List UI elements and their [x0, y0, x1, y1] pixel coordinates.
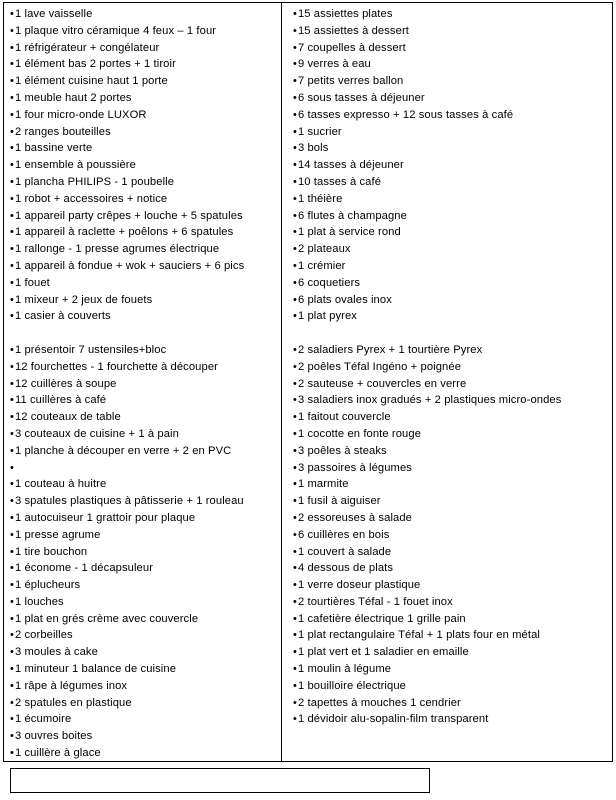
bullet-icon: •: [10, 310, 14, 323]
bullet-icon: •: [293, 276, 297, 289]
list-item-label: 1 verre doseur plastique: [297, 579, 421, 592]
list-item-label: 11 cuillères à café: [14, 394, 107, 407]
bullet-icon: •: [10, 511, 14, 524]
bullet-icon: •: [293, 495, 297, 508]
bullet-icon: •: [10, 259, 14, 272]
list-item: [293, 627, 609, 644]
bullet-icon: •: [10, 125, 14, 138]
list-item: [10, 728, 277, 745]
bullet-icon: •: [10, 377, 14, 390]
list-item: [293, 544, 609, 561]
list-item: [293, 644, 609, 661]
list-item-label: 1 fusil à aiguiser: [297, 495, 381, 508]
list-item-label: 1 tire bouchon: [14, 545, 88, 558]
bullet-icon: •: [10, 394, 14, 407]
bullet-icon: •: [293, 478, 297, 491]
list-item: [293, 560, 609, 577]
list-item: [10, 527, 277, 544]
list-item-label: 1 élément bas 2 portes + 1 tiroir: [14, 58, 176, 71]
list-item-label: 2 tapettes à mouches 1 cendrier: [297, 696, 461, 709]
bullet-icon: •: [10, 108, 14, 121]
list-item-label: 1 presse agrume: [14, 528, 101, 541]
list-item-label: 1 appareil à fondue + wok + sauciers + 6 pics: [14, 259, 245, 272]
bullet-icon: •: [10, 646, 14, 659]
list-item: [10, 56, 277, 73]
list-item-label: 1 mixeur + 2 jeux de fouets: [14, 293, 153, 306]
bullet-icon: •: [293, 461, 297, 474]
bullet-icon: •: [293, 562, 297, 575]
list-item-label: 1 robot + accessoires + notice: [14, 192, 168, 205]
list-item: [293, 342, 609, 359]
bullet-icon: •: [293, 159, 297, 172]
bullet-icon: •: [10, 444, 14, 457]
bullet-icon: •: [10, 696, 14, 709]
list-item: [10, 275, 277, 292]
list-item: [10, 208, 277, 225]
list-item-label: 2 sauteuse + couvercles en verre: [297, 377, 467, 390]
list-item-label: 2 plateaux: [297, 243, 351, 256]
bullet-icon: •: [10, 159, 14, 172]
list-spacer: [293, 325, 609, 342]
bullet-icon: •: [10, 175, 14, 188]
list-spacer: [10, 325, 277, 342]
bullet-icon: •: [293, 142, 297, 155]
bullet-icon: •: [293, 427, 297, 440]
bullet-icon: •: [293, 192, 297, 205]
bullet-icon: •: [10, 663, 14, 676]
list-item: [10, 73, 277, 90]
bullet-icon: •: [10, 545, 14, 558]
bullet-icon: •: [293, 41, 297, 54]
list-item: [293, 258, 609, 275]
bullet-icon: •: [10, 360, 14, 373]
list-item: [10, 510, 277, 527]
bullet-icon: •: [10, 478, 14, 491]
list-item-label: 6 tasses expresso + 12 sous tasses à café: [297, 108, 514, 121]
bullet-icon: •: [293, 612, 297, 625]
list-item-label: 1 lave vaisselle: [14, 8, 93, 20]
list-item: [293, 275, 609, 292]
bullet-icon: •: [10, 41, 14, 54]
list-item: [293, 6, 609, 23]
list-item: [10, 493, 277, 510]
bullet-icon: •: [10, 747, 14, 760]
list-item: [293, 208, 609, 225]
bullet-icon: •: [293, 377, 297, 390]
list-item: [10, 124, 277, 141]
list-item-label: 1 râpe à légumes inox: [14, 679, 128, 692]
list-item-label: 3 moules à cake: [14, 646, 98, 659]
list-item-label: 1 meuble haut 2 portes: [14, 91, 132, 104]
list-item-label: 1 couteau à huitre: [14, 478, 107, 491]
bullet-icon: •: [293, 579, 297, 592]
bullet-icon: •: [293, 528, 297, 541]
bullet-icon: •: [293, 646, 297, 659]
bullet-icon: •: [293, 91, 297, 104]
bullet-icon: •: [293, 108, 297, 121]
list-item-label: 1 cocotte en fonte rouge: [297, 427, 422, 440]
bullet-icon: •: [10, 713, 14, 726]
list-item: [293, 493, 609, 510]
list-item-label: 2 ranges bouteilles: [14, 125, 111, 138]
list-item: [293, 527, 609, 544]
bullet-icon: •: [10, 8, 14, 20]
list-item-label: 1 élément cuisine haut 1 porte: [14, 75, 168, 88]
list-item: [10, 577, 277, 594]
list-item: [293, 124, 609, 141]
list-item: [293, 661, 609, 678]
list-item-label: 15 assiettes plates: [297, 8, 393, 20]
bullet-icon: •: [293, 310, 297, 323]
list-item: [293, 510, 609, 527]
list-item: [293, 426, 609, 443]
list-item: [293, 376, 609, 393]
list-item-label: 2 corbeilles: [14, 629, 73, 642]
bullet-icon: •: [10, 58, 14, 71]
list-item: [293, 174, 609, 191]
list-item: [10, 644, 277, 661]
list-item-label: 1 plat vert et 1 saladier en emaille: [297, 646, 469, 659]
bullet-icon: •: [10, 629, 14, 642]
bullet-icon: •: [10, 243, 14, 256]
bullet-icon: •: [293, 75, 297, 88]
list-item: [293, 90, 609, 107]
list-item: [10, 476, 277, 493]
bullet-icon: •: [293, 24, 297, 37]
list-item-label: 1 casier à couverts: [14, 310, 111, 323]
list-item: [10, 40, 277, 57]
bullet-icon: •: [293, 8, 297, 20]
bullet-icon: •: [10, 730, 14, 743]
list-item-label: 1 fouet: [14, 276, 50, 289]
bullet-icon: •: [293, 259, 297, 272]
bullet-icon: •: [293, 243, 297, 256]
bullet-icon: •: [293, 713, 297, 726]
list-item: [293, 224, 609, 241]
list-item-label: 1 faitout couvercle: [297, 411, 391, 424]
bullet-icon: •: [10, 75, 14, 88]
list-item: [293, 191, 609, 208]
list-item-label: 1 économe - 1 décapsuleur: [14, 562, 154, 575]
list-item-label: 1 théière: [297, 192, 343, 205]
list-item: [293, 73, 609, 90]
list-item-label: 2 essoreuses à salade: [297, 511, 412, 524]
list-item-label: 1 éplucheurs: [14, 579, 81, 592]
bullet-icon: •: [293, 444, 297, 457]
bullet-icon: •: [10, 91, 14, 104]
list-item: [10, 661, 277, 678]
list-item: [10, 560, 277, 577]
bullet-icon: •: [293, 545, 297, 558]
list-item-label: 6 cuillères en bois: [297, 528, 390, 541]
bullet-icon: •: [10, 411, 14, 424]
list-item-label: 1 couvert à salade: [297, 545, 392, 558]
bullet-icon: •: [293, 343, 297, 356]
list-item-label: 1 four micro-onde LUXOR: [14, 108, 147, 121]
list-item-label: 1 louches: [14, 595, 64, 608]
list-item: [10, 611, 277, 628]
list-item-label: 6 sous tasses à déjeuner: [297, 91, 425, 104]
list-item-label: 12 fourchettes - 1 fourchette à découper: [14, 360, 218, 373]
bullet-icon: •: [293, 293, 297, 306]
bullet-icon: •: [293, 411, 297, 424]
bullet-icon: •: [10, 679, 14, 692]
list-item-label: 1 rallonge - 1 presse agrumes électrique: [14, 243, 220, 256]
list-item: [10, 174, 277, 191]
list-item-label: 4 dessous de plats: [297, 562, 394, 575]
list-item: [293, 611, 609, 628]
list-item-label: 1 marmite: [297, 478, 349, 491]
list-item-label: 6 coquetiers: [297, 276, 361, 289]
list-item-label: 1 plaque vitro céramique 4 feux – 1 four: [14, 24, 217, 37]
list-item-label: 2 spatules en plastique: [14, 696, 132, 709]
list-item-label: 3 saladiers inox gradués + 2 plastiques micro-ondes: [297, 394, 562, 407]
list-item: [10, 6, 277, 23]
list-item: [10, 359, 277, 376]
list-item: [293, 359, 609, 376]
list-item: [293, 292, 609, 309]
list-item: [10, 544, 277, 561]
list-item: [10, 678, 277, 695]
list-item: [293, 241, 609, 258]
bullet-icon: •: [293, 360, 297, 373]
list-item-label: 1 cuillère à glace: [14, 747, 101, 760]
bullet-icon: •: [293, 511, 297, 524]
inventory-right-column: [281, 2, 613, 762]
list-item-label: 2 saladiers Pyrex + 1 tourtière Pyrex: [297, 343, 483, 356]
list-item-label: 3 bols: [297, 142, 329, 155]
list-item-label: 1 cafetière électrique 1 grille pain: [297, 612, 466, 625]
list-item: [10, 107, 277, 124]
list-item-label: 1 sucrier: [297, 125, 342, 138]
list-item: [10, 224, 277, 241]
list-item: [10, 292, 277, 309]
list-item: [10, 745, 277, 762]
list-item: [293, 392, 609, 409]
list-item-label: 2 poêles Téfal Ingéno + poignée: [297, 360, 462, 373]
list-item: [293, 140, 609, 157]
list-item-label: 14 tasses à déjeuner: [297, 159, 404, 172]
bullet-icon: •: [293, 663, 297, 676]
list-item-label: 7 coupelles à dessert: [297, 41, 406, 54]
list-item-label: 3 poêles à steaks: [297, 444, 387, 457]
list-item: [293, 443, 609, 460]
bullet-icon: •: [293, 209, 297, 222]
list-item: [10, 711, 277, 728]
list-item: [10, 594, 277, 611]
list-item: [293, 409, 609, 426]
bullet-icon: •: [10, 562, 14, 575]
list-item: [10, 443, 277, 460]
list-item: [10, 376, 277, 393]
list-item: [10, 460, 277, 477]
inventory-left-column: [3, 2, 281, 762]
bullet-icon: •: [10, 612, 14, 625]
list-item: [10, 426, 277, 443]
list-item: [10, 342, 277, 359]
list-item-label: 12 cuillères à soupe: [14, 377, 117, 390]
list-item: [293, 476, 609, 493]
list-item-label: 6 plats ovales inox: [297, 293, 392, 306]
list-item: [10, 140, 277, 157]
list-item-label: 1 crémier: [297, 259, 346, 272]
list-item-label: 1 appareil party crêpes + louche + 5 spatules: [14, 209, 243, 222]
list-item-label: 9 verres à eau: [297, 58, 371, 71]
bullet-icon: •: [10, 528, 14, 541]
list-item-label: 1 autocuiseur 1 grattoir pour plaque: [14, 511, 196, 524]
inventory-columns: [3, 2, 613, 762]
list-item-label: 1 plat en grés crème avec couvercle: [14, 612, 199, 625]
list-item-label: 1 plancha PHILIPS - 1 poubelle: [14, 175, 175, 188]
bullet-icon: •: [10, 495, 14, 508]
list-item-label: 1 plat pyrex: [297, 310, 357, 323]
bullet-icon: •: [293, 696, 297, 709]
list-item-label: 1 minuteur 1 balance de cuisine: [14, 663, 177, 676]
list-item: [293, 695, 609, 712]
list-item: [293, 711, 609, 728]
bullet-icon: •: [293, 125, 297, 138]
bullet-icon: •: [293, 595, 297, 608]
bullet-icon: •: [293, 58, 297, 71]
bullet-icon: •: [10, 579, 14, 592]
list-item: [10, 409, 277, 426]
list-item: [10, 627, 277, 644]
bullet-icon: •: [293, 394, 297, 407]
list-item-label: 1 bassine verte: [14, 142, 93, 155]
bullet-icon: •: [10, 226, 14, 239]
list-item: [10, 23, 277, 40]
bullet-icon: •: [10, 24, 14, 37]
bullet-icon: •: [293, 629, 297, 642]
list-item-label: 1 dévidoir alu-sopalin-film transparent: [297, 713, 489, 726]
list-item-label: 15 assiettes à dessert: [297, 24, 409, 37]
list-item-label: 7 petits verres ballon: [297, 75, 404, 88]
bullet-icon: •: [10, 293, 14, 306]
list-item: [293, 40, 609, 57]
list-item-label: 3 spatules plastiques à pâtisserie + 1 rouleau: [14, 495, 244, 508]
list-item: [10, 241, 277, 258]
list-item-label: 3 ouvres boites: [14, 730, 93, 743]
list-item-label: 1 appareil à raclette + poêlons + 6 spatules: [14, 226, 234, 239]
list-item-label: 1 plat rectangulaire Téfal + 1 plats four en métal: [297, 629, 540, 642]
bullet-icon: •: [10, 427, 14, 440]
list-item: [293, 308, 609, 325]
list-item-label: 3 passoires à légumes: [297, 461, 412, 474]
bullet-icon: •: [10, 461, 14, 474]
list-item: [10, 90, 277, 107]
bullet-icon: •: [10, 595, 14, 608]
list-item-label: 6 flutes à champagne: [297, 209, 407, 222]
list-item: [10, 392, 277, 409]
list-item: [10, 258, 277, 275]
list-item-label: 1 moulin à légume: [297, 663, 392, 676]
signature-box: [10, 768, 430, 793]
list-item: [293, 23, 609, 40]
list-item: [293, 594, 609, 611]
bullet-icon: •: [10, 343, 14, 356]
list-item-label: 1 ensemble à poussière: [14, 159, 136, 172]
bullet-icon: •: [10, 142, 14, 155]
list-item-label: 1 bouilloire électrique: [297, 679, 406, 692]
bullet-icon: •: [10, 276, 14, 289]
list-item: [10, 308, 277, 325]
list-item-label: 1 plat à service rond: [297, 226, 401, 239]
list-item-label: 1 présentoir 7 ustensiles+bloc: [14, 343, 167, 356]
list-item-label: 1 réfrigérateur + congélateur: [14, 41, 160, 54]
bullet-icon: •: [293, 175, 297, 188]
list-item-label: 10 tasses à café: [297, 175, 382, 188]
list-item-label: 1 planche à découper en verre + 2 en PVC: [14, 444, 232, 457]
bullet-icon: •: [10, 192, 14, 205]
list-item: [293, 678, 609, 695]
list-item-label: 12 couteaux de table: [14, 411, 121, 424]
list-item: [293, 460, 609, 477]
bullet-icon: •: [293, 226, 297, 239]
list-item-label: 1 écumoire: [14, 713, 72, 726]
list-item-label: 2 tourtières Téfal - 1 fouet inox: [297, 595, 453, 608]
list-item: [293, 56, 609, 73]
bullet-icon: •: [293, 679, 297, 692]
list-item: [293, 577, 609, 594]
list-item-label: 3 couteaux de cuisine + 1 à pain: [14, 427, 179, 440]
bullet-icon: •: [10, 209, 14, 222]
list-item: [293, 107, 609, 124]
list-item: [10, 695, 277, 712]
list-item: [10, 157, 277, 174]
list-item: [10, 191, 277, 208]
list-item: [293, 157, 609, 174]
